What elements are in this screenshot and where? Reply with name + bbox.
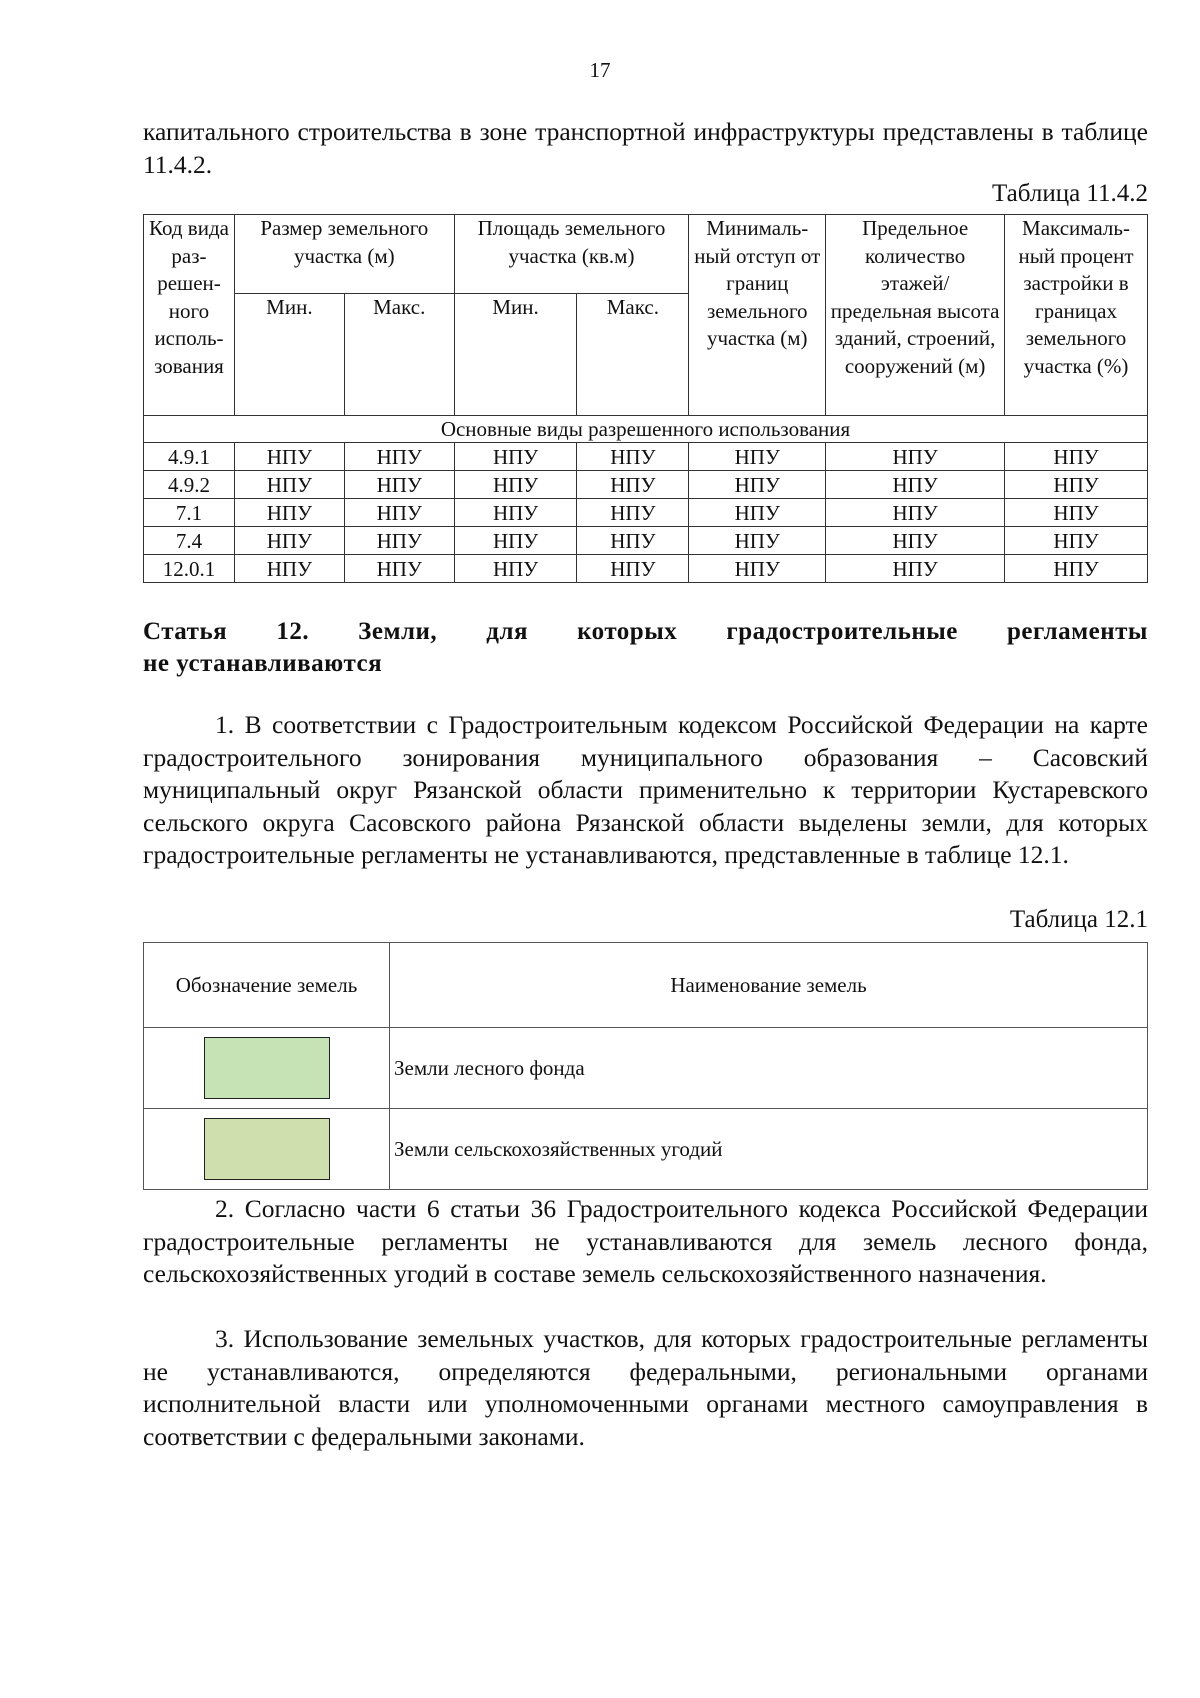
cell-value: НПУ <box>689 527 826 555</box>
cell-code: 4.9.2 <box>144 471 235 499</box>
header-plot-size: Размер земельного участка (м) <box>234 215 454 294</box>
cell-value: НПУ <box>577 555 689 583</box>
table-row <box>144 555 1148 583</box>
cell-value: НПУ <box>689 555 826 583</box>
header-land-name: Наименование земель <box>390 943 1148 1028</box>
cell-value: НПУ <box>577 443 689 471</box>
land-name: Земли лесного фонда <box>390 1028 1148 1109</box>
cell-value: НПУ <box>454 527 577 555</box>
article-12-heading <box>143 616 1148 680</box>
intro-paragraph: капитального строительства в зоне транспортной инфраструктуры представлены в таблице 11.4.2. <box>143 117 1148 179</box>
cell-value: НПУ <box>577 527 689 555</box>
land-symbol-cell <box>144 1109 390 1190</box>
cell-value: НПУ <box>826 471 1005 499</box>
cell-value: НПУ <box>577 471 689 499</box>
heading-word: градостроительные <box>726 618 958 645</box>
table1-caption: Таблица 11.4.2 <box>992 180 1148 207</box>
cell-value: НПУ <box>1005 499 1148 527</box>
heading-line-1 <box>143 616 1148 648</box>
cell-value: НПУ <box>234 443 344 471</box>
land-symbol-cell <box>144 1028 390 1109</box>
cell-value: НПУ <box>454 443 577 471</box>
cell-value: НПУ <box>344 499 454 527</box>
cell-value: НПУ <box>454 555 577 583</box>
page-number: 17 <box>589 58 611 82</box>
cell-code: 7.4 <box>144 527 235 555</box>
cell-value: НПУ <box>1005 555 1148 583</box>
cell-value: НПУ <box>689 443 826 471</box>
header-max-percent: Максималь-ный процент застройки в границах земельного участка (%) <box>1005 215 1148 416</box>
cell-value: НПУ <box>826 527 1005 555</box>
cell-value: НПУ <box>234 527 344 555</box>
subheader-size-min: Мин. <box>234 294 344 416</box>
cell-code: 7.1 <box>144 499 235 527</box>
cell-value: НПУ <box>826 499 1005 527</box>
header-plot-area: Площадь земельного участка (кв.м) <box>454 215 689 294</box>
article-12-paragraph-2: 2. Согласно части 6 статьи 36 Градостроительного кодекса Российской Федерации градостроительные регламенты не устанавливаются для земель лесного фонда, сельскохозяйственных угодий в составе земель сельскохозяйственного назначения. <box>143 1194 1148 1288</box>
section-title: Основные виды разрешенного использования <box>144 416 1148 443</box>
cell-value: НПУ <box>1005 527 1148 555</box>
table-row <box>144 499 1148 527</box>
heading-word: Земли, <box>358 618 438 645</box>
lands-table <box>143 942 1148 1190</box>
subheader-area-max: Макс. <box>577 294 689 416</box>
land-name: Земли сельскохозяйственных угодий <box>390 1109 1148 1190</box>
heading-line-2: не устанавливаются <box>143 650 383 677</box>
cell-value: НПУ <box>826 443 1005 471</box>
article-12-paragraph-3: 3. Использование земельных участков, для которых градостроительные регламенты не устанавливаются, определяются федеральными, региональными органами исполнительной власти или уполномоченными органами местного самоуправления в соответствии с федеральными законами. <box>143 1324 1148 1451</box>
cell-value: НПУ <box>689 471 826 499</box>
cell-value: НПУ <box>344 555 454 583</box>
land-color-swatch <box>204 1118 330 1180</box>
table-row <box>144 527 1148 555</box>
cell-value: НПУ <box>234 555 344 583</box>
cell-value: НПУ <box>234 499 344 527</box>
cell-code: 12.0.1 <box>144 555 235 583</box>
land-color-swatch <box>204 1037 330 1099</box>
table-row <box>144 471 1148 499</box>
heading-word: которых <box>577 618 678 645</box>
cell-value: НПУ <box>454 471 577 499</box>
cell-value: НПУ <box>826 555 1005 583</box>
heading-word: для <box>486 618 528 645</box>
cell-value: НПУ <box>1005 443 1148 471</box>
header-min-offset: Минималь-ный отступ от границ земельного участка (м) <box>689 215 826 416</box>
table-row <box>144 1109 1148 1190</box>
header-code: Код вида раз-решен-ного исполь-зования <box>144 215 235 416</box>
zoning-parameters-table <box>143 214 1148 583</box>
article-12-paragraph-1: 1. В соответствии с Градостроительным кодексом Российской Федерации на карте градостроительного зонирования муниципального образования – Сасовский муниципальный округ Рязанской области применительно к территории Кустаревского сельского округа Сасовского района Рязанской области выделены земли, для которых градостроительные регламенты не устанавливаются, представленные в таблице 12.1. <box>143 710 1148 869</box>
cell-value: НПУ <box>344 471 454 499</box>
table-row <box>144 1028 1148 1109</box>
heading-word: регламенты <box>1007 618 1148 645</box>
cell-value: НПУ <box>689 499 826 527</box>
cell-value: НПУ <box>344 443 454 471</box>
table-row <box>144 443 1148 471</box>
cell-value: НПУ <box>577 499 689 527</box>
cell-value: НПУ <box>454 499 577 527</box>
subheader-size-max: Макс. <box>344 294 454 416</box>
cell-value: НПУ <box>1005 471 1148 499</box>
cell-value: НПУ <box>344 527 454 555</box>
heading-word: Статья <box>143 618 228 645</box>
cell-code: 4.9.1 <box>144 443 235 471</box>
cell-value: НПУ <box>234 471 344 499</box>
table2-caption: Таблица 12.1 <box>1009 906 1148 933</box>
subheader-area-min: Мин. <box>454 294 577 416</box>
header-land-symbol: Обозначение земель <box>144 943 390 1028</box>
heading-word: 12. <box>276 618 310 645</box>
header-floors-height: Предельное количество этажей/ предельная высота зданий, строений, сооружений (м) <box>826 215 1005 416</box>
